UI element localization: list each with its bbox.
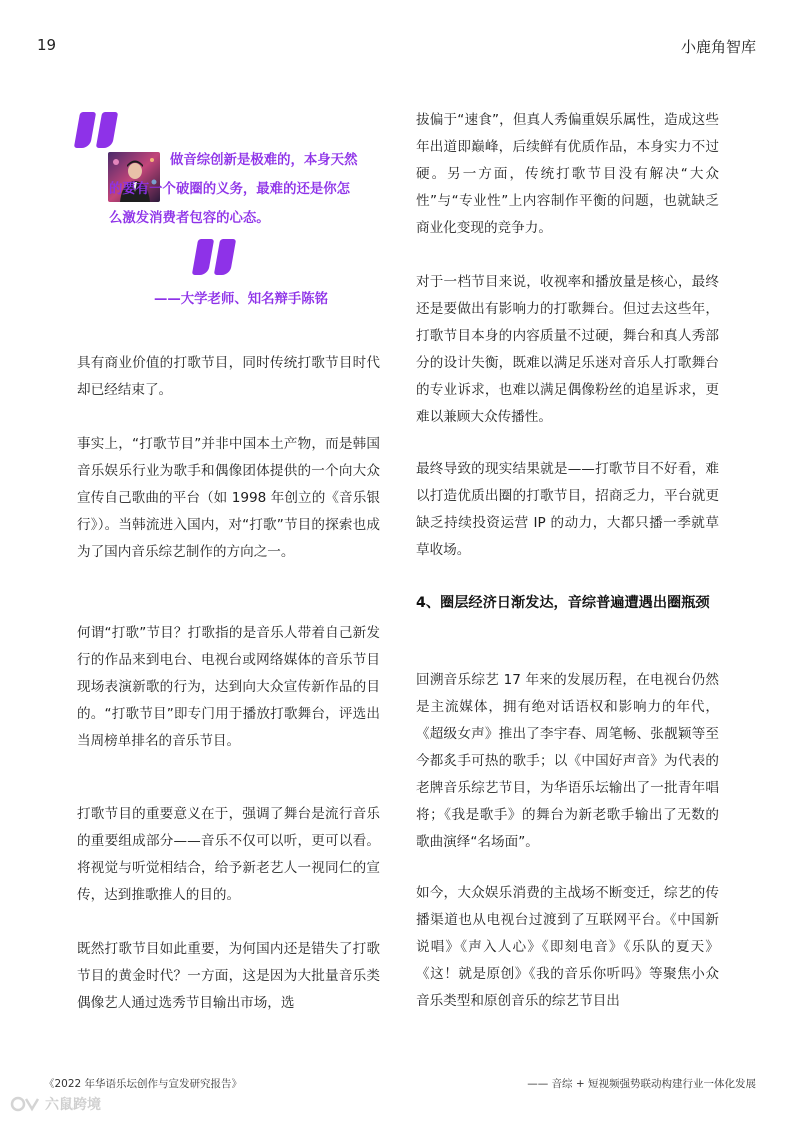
watermark bbox=[10, 1094, 101, 1114]
open-quote-mark-icon bbox=[77, 112, 115, 148]
footer-report-title: 《2022 年华语乐坛创作与宣发研究报告》 bbox=[44, 1078, 243, 1090]
page-number: 19 bbox=[37, 36, 57, 54]
right-paragraph-1: 拔偏于“速食”，但真人秀偏重娱乐属性，造成这些年出道即巅峰，后续鲜有优质作品，本身实力不过硬。另一方面，传统打歌节目没有解决“大众性”与“专业性”上内容制作平衡的问题，也就缺乏商业化变现的竞争力。 bbox=[416, 112, 719, 236]
watermark-logo-icon bbox=[10, 1096, 40, 1112]
section-heading: 4、圈层经济日渐发达，音综普遍遭遇出圈瓶颈 bbox=[416, 595, 710, 611]
left-paragraph-4: 打歌节目的重要意义在于，强调了舞台是流行音乐的重要组成部分——音乐不仅可以听，更可以看。将视觉与听觉相结合，给予新老艺人一视同仁的宣传，达到推歌推人的目的。 bbox=[77, 806, 380, 903]
right-paragraph-2: 对于一档节目来说，收视率和播放量是核心，最终还是要做出有影响力的打歌舞台。但过去这些年，打歌节目本身的内容质量不过硬，舞台和真人秀部分的设计失衡，既难以满足乐迷对音乐人打歌舞台的专业诉求，也难以满足偶像粉丝的追星诉求，更难以兼顾大众传播性。 bbox=[416, 274, 719, 425]
brand-name: 小鹿角智库 bbox=[680, 38, 756, 56]
left-paragraph-3: 何谓“打歌”节目？打歌指的是音乐人带着自己新发行的作品来到电台、电视台或网络媒体的音乐节目现场表演新歌的行为，达到向大众宣传新作品的目的。“打歌节目”即专门用于播放打歌舞台，评选出当周榜单排名的音乐节目。 bbox=[77, 625, 380, 749]
quote-text bbox=[109, 146, 359, 233]
quote-body: 做音综创新是极难的，本身天然的要有一个破圈的义务，最难的还是你怎么激发消费者包容的心态。 bbox=[109, 153, 358, 226]
right-paragraph-5: 如今，大众娱乐消费的主战场不断变迁，综艺的传播渠道也从电视台过渡到了互联网平台。《中国新说唱》《声入人心》《即刻电音》《乐队的夏天》《这！就是原创》《我的音乐你听吗》等聚焦小众音乐类型和原创音乐的综艺节目出 bbox=[416, 885, 719, 1009]
close-quote-mark-icon bbox=[195, 239, 233, 275]
right-paragraph-3: 最终导致的现实结果就是——打歌节目不好看，难以打造优质出圈的打歌节目，招商乏力，平台就更缺乏持续投资运营 IP 的动力，大都只播一季就草草收场。 bbox=[416, 461, 719, 558]
right-paragraph-4: 回溯音乐综艺 17 年来的发展历程，在电视台仍然是主流媒体，拥有绝对话语权和影响力的年代，《超级女声》推出了李宇春、周笔畅、张靓颖等至今都炙手可热的歌手；以《中国好声音》为代表的老牌音乐综艺节目，为华语乐坛输出了一批青年唱将；《我是歌手》的舞台为新老歌手输出了无数的歌曲演绎“名场面”。 bbox=[416, 672, 719, 850]
watermark-text: 六鼠跨境 bbox=[45, 1097, 101, 1113]
left-paragraph-2: 事实上，“打歌节目”并非中国本土产物，而是韩国音乐娱乐行业为歌手和偶像团体提供的一个向大众宣传自己歌曲的平台（如 1998 年创立的《音乐银行》）。当韩流进入国内，对“打歌”节目的探索也成为了国内音乐综艺制作的方向之一。 bbox=[77, 436, 380, 560]
quote-attribution: ——大学老师、知名辩手陈铭 bbox=[154, 292, 329, 307]
left-paragraph-5: 既然打歌节目如此重要，为何国内还是错失了打歌节目的黄金时代？一方面，这是因为大批量音乐类偶像艺人通过选秀节目输出市场，选 bbox=[77, 941, 380, 1011]
pull-quote bbox=[77, 112, 380, 322]
footer-section-title: —— 音综 + 短视频强势联动构建行业一体化发展 bbox=[527, 1078, 756, 1090]
left-paragraph-1: 具有商业价值的打歌节目，同时传统打歌节目时代却已经结束了。 bbox=[77, 355, 380, 398]
